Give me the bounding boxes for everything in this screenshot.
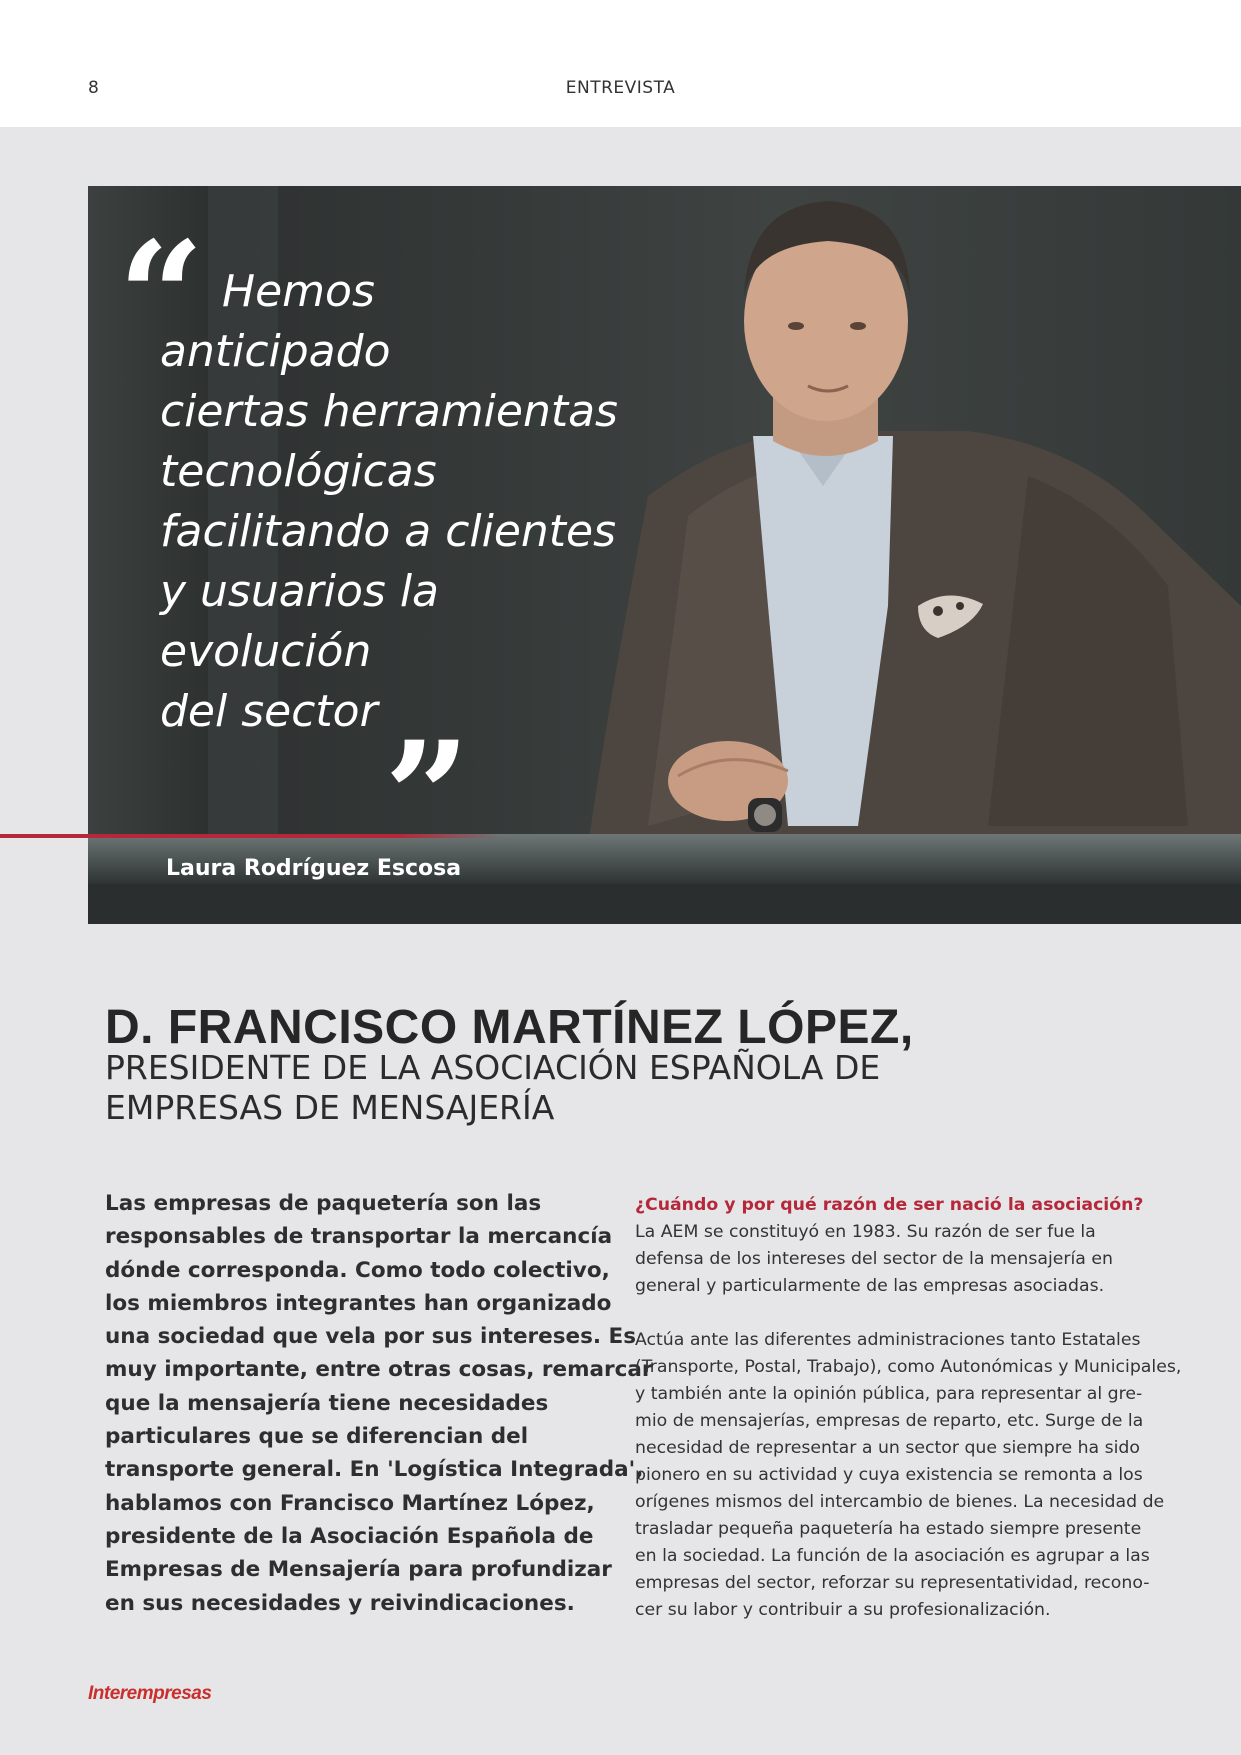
answer-line: cer su labor y contribuir a su profesionalización. [635, 1600, 1051, 1620]
role-line: EMPRESAS DE MENSAJERÍA [105, 1088, 555, 1127]
interview-question: ¿Cuándo y por qué razón de ser nació la asociación? [635, 1195, 1144, 1215]
close-quote-icon: ” [384, 722, 471, 812]
intro-line: una sociedad que vela por sus intereses. Es [105, 1324, 637, 1350]
intro-line: los miembros integrantes han organizado [105, 1290, 612, 1316]
intro-line: dónde corresponda. Como todo colectivo, [105, 1257, 610, 1283]
intro-line: que la mensajería tiene necesidades [105, 1390, 549, 1416]
intro-line: particulares que se diferencian del [105, 1424, 529, 1450]
pull-quote-line: facilitando a clientes [160, 506, 617, 557]
pull-quote [160, 262, 660, 742]
pull-quote-line: y usuarios la [160, 566, 440, 617]
intro-line: muy importante, entre otras cosas, remarcar [105, 1357, 653, 1383]
answer-line: pionero en su actividad y cuya existencia se remonta a los [635, 1465, 1143, 1485]
intro-line: en sus necesidades y reivindicaciones. [105, 1590, 575, 1616]
page-number: 8 [88, 78, 99, 98]
pull-quote-line: anticipado [160, 326, 391, 377]
intro-paragraph [105, 1187, 653, 1620]
answer-line: orígenes mismos del intercambio de bienes. La necesidad de [635, 1492, 1165, 1512]
interviewee-name: D. FRANCISCO MARTÍNEZ LÓPEZ, [105, 1001, 914, 1054]
intro-line: Las empresas de paquetería son las [105, 1191, 542, 1216]
paragraph-gap [635, 1300, 1135, 1327]
answer-line: (Transporte, Postal, Trabajo), como Autonómicas y Municipales, [635, 1357, 1182, 1377]
answer-line: La AEM se constituyó en 1983. Su razón de ser fue la [635, 1222, 1096, 1242]
answer-line: necesidad de representar a un sector que siempre ha sido [635, 1438, 1140, 1458]
answer-line: Actúa ante las diferentes administraciones tanto Estatales [635, 1330, 1141, 1350]
publisher-logo: Interempresas [88, 1683, 212, 1704]
pull-quote-line: tecnológicas [160, 446, 437, 497]
interviewee-role [105, 1048, 1005, 1128]
pull-quote-line: evolución [160, 626, 372, 677]
pull-quote-line: del sector [160, 686, 378, 737]
intro-line: presidente de la Asociación Española de [105, 1523, 594, 1549]
pull-quote-line: Hemos [222, 266, 375, 317]
open-quote-icon: “ [118, 222, 205, 312]
answer-line: empresas del sector, reforzar su representatividad, recono- [635, 1573, 1150, 1593]
answer-line: y también ante la opinión pública, para representar al gre- [635, 1384, 1143, 1404]
section-title: ENTREVISTA [565, 78, 676, 98]
railing-shadow [88, 884, 1241, 924]
answer-line: en la sociedad. La función de la asociación es agrupar a las [635, 1546, 1150, 1566]
answer-line: general y particularmente de las empresas asociadas. [635, 1276, 1105, 1296]
role-line: PRESIDENTE DE LA ASOCIACIÓN ESPAÑOLA DE [105, 1048, 881, 1087]
page-header [0, 0, 1241, 127]
intro-line: transporte general. En 'Logística Integrada', [105, 1457, 644, 1483]
intro-line: hablamos con Francisco Martínez López, [105, 1490, 595, 1516]
answer-line: mio de mensajerías, empresas de reparto, etc. Surge de la [635, 1411, 1144, 1431]
intro-line: responsables de transportar la mercancía [105, 1224, 613, 1250]
pull-quote-line: ciertas herramientas [160, 386, 618, 437]
author-byline: Laura Rodríguez Escosa [166, 856, 462, 881]
answer-line: defensa de los intereses del sector de la mensajería en [635, 1249, 1113, 1269]
interview-column [635, 1192, 1182, 1624]
answer-line: trasladar pequeña paquetería ha estado siempre presente [635, 1519, 1142, 1539]
intro-line: Empresas de Mensajería para profundizar [105, 1557, 612, 1583]
accent-divider [0, 834, 500, 838]
